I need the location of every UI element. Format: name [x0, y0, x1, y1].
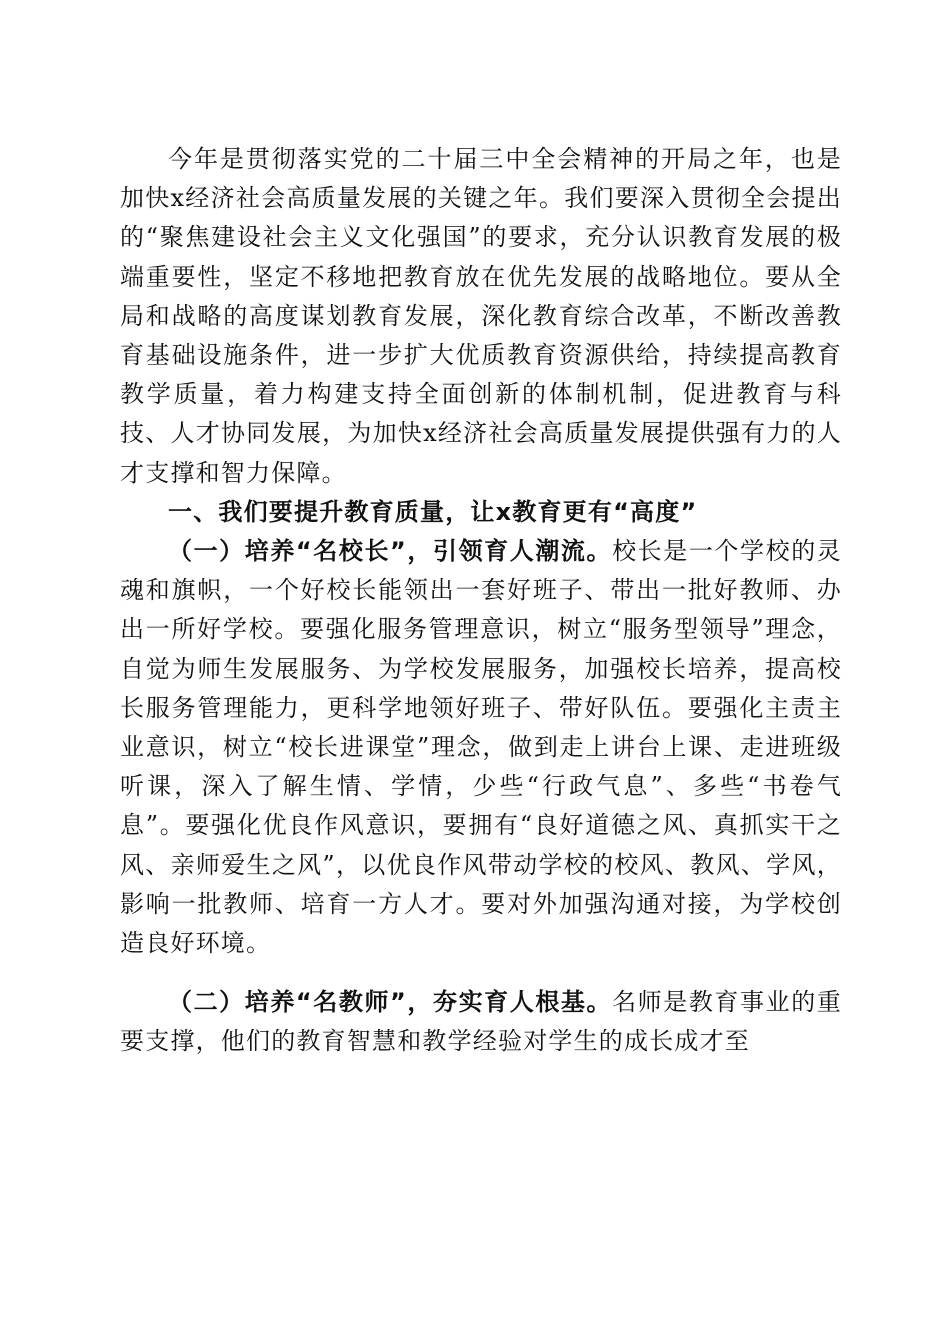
subsection-2-heading: （二）培养“名教师”，夯实育人根基。	[168, 988, 613, 1017]
subsection-1-heading: （一）培养“名校长”，引领育人潮流。	[168, 537, 613, 566]
subsection-2-body: 名师是教育事业的重要支撑，他们的教育智慧和教学经验对学生的成长成才至	[120, 988, 842, 1056]
paragraph-gap	[120, 963, 842, 983]
intro-paragraph: 今年是贯彻落实党的二十届三中全会精神的开局之年，也是加快x经济社会高质量发展的关键之年。我们要深入贯彻全会提出的“聚焦建设社会主义文化强国”的要求，充分认识教育发展的极端重要性，坚定不移地把教育放在优先发展的战略地位。要从全局和战略的高度谋划教育发展，深化教育综合改革，不断改善教育基础设施条件，进一步扩大优质教育资源供给，持续提高教育教学质量，着力构建支持全面创新的体制机制，促进教育与科技、人才协同发展，为加快x经济社会高质量发展提供强有力的人才支撑和智力保障。	[120, 145, 842, 487]
document-body	[120, 140, 842, 1062]
subsection-1-paragraph	[120, 532, 842, 963]
subsection-1-body: 校长是一个学校的灵魂和旗帜，一个好校长能领出一套好班子、带出一批好教师、办出一所好学校。要强化服务管理意识，树立“服务型领导”理念，自觉为师生发展服务、为学校发展服务，加强校长培养，提高校长服务管理能力，更科学地领好班子、带好队伍。要强化主责主业意识，树立“校长进课堂”理念，做到走上讲台上课、走进班级听课，深入了解生情、学情，少些“行政气息”、多些“书卷气息”。要强化优良作风意识，要拥有“良好道德之风、真抓实干之风、亲师爱生之风”，以优良作风带动学校的校风、教风、学风，影响一批教师、培育一方人才。要对外加强沟通对接，为学校创造良好环境。	[120, 537, 842, 958]
section-1-heading: 一、我们要提升教育质量，让x教育更有“高度”	[168, 497, 698, 526]
subsection-2-paragraph	[120, 983, 842, 1061]
